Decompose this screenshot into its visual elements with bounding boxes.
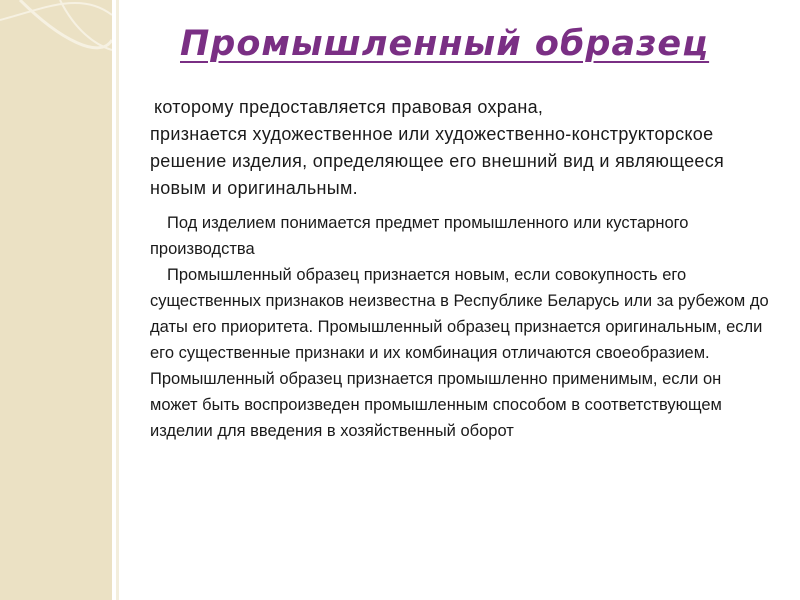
paragraph-criteria: Промышленный образец признается новым, если совокупность его существенных признаков неизвестна в Республике Беларусь или за рубежом до даты его приоритета. Промышленный образец признается оригинальным, если его существенные признаки и их комбинация отличаются своеобразием. Промышленный образец признается промышленно применимым, если он может быть воспроизведен промышленным способом в соответствующем изделии для введения в хозяйственный оборот: [150, 266, 769, 440]
paragraph-product: Под изделием понимается предмет промышленного или кустарного производства: [150, 214, 689, 258]
definition-block: [150, 94, 770, 202]
body-text: [150, 210, 770, 444]
decorative-curves-icon: [0, 0, 112, 600]
definition-line-1: которому предоставляется правовая охрана,: [154, 97, 544, 117]
definition-rest: признается художественное или художественно-конструкторское решение изделия, определяющее его внешний вид и являющееся новым и оригинальным.: [150, 124, 725, 198]
panel-divider: [112, 0, 128, 600]
decorative-side-panel: [0, 0, 112, 600]
panel-divider-line: [116, 0, 119, 600]
slide-title: Промышленный образец: [180, 24, 710, 64]
